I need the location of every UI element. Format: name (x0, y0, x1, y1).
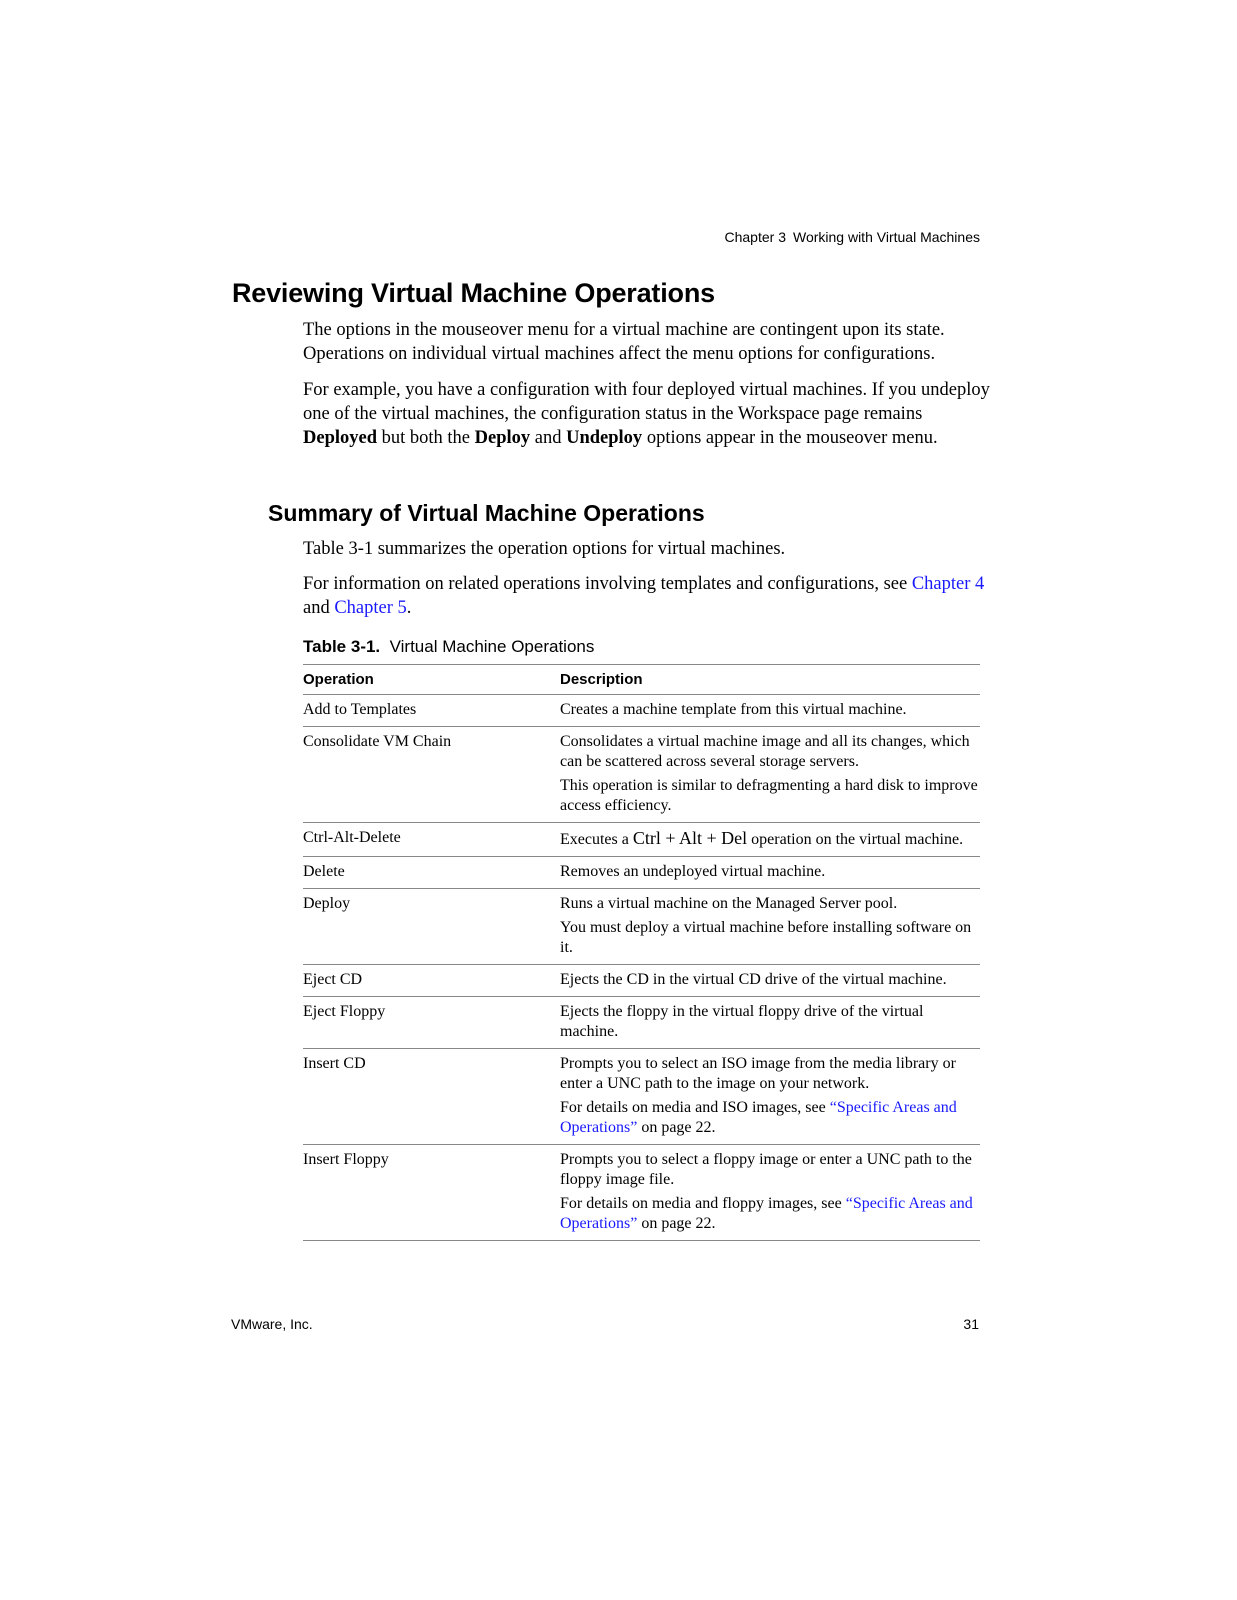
description-text (560, 828, 980, 850)
operation-cell: Eject Floppy (303, 1003, 386, 1020)
description-text-a: For details on media and ISO images, see (560, 1099, 830, 1116)
description-cell (560, 727, 980, 823)
description-cell (560, 857, 980, 889)
description-text: Removes an undeployed virtual machine. (560, 863, 826, 880)
related-text-b: and (303, 598, 335, 618)
intro-paragraph: The options in the mouseover menu for a virtual machine are contingent upon its state. Operations on individual virtual machines affect the menu options for configurations. (303, 320, 945, 364)
table-caption-label: Table 3-1. (303, 637, 381, 656)
operation-cell: Add to Templates (303, 701, 417, 718)
table-caption-text: Virtual Machine Operations (389, 637, 595, 656)
related-text-a: For information on related operations involving templates and configurations, see (303, 574, 912, 594)
description-text-b: on page 22. (637, 1215, 716, 1232)
table-row (303, 889, 980, 965)
description-cell (560, 1049, 980, 1145)
description-text-b: operation on the virtual machine. (747, 831, 964, 848)
operation-cell: Deploy (303, 895, 351, 912)
chapter-5-link[interactable]: Chapter 5 (334, 598, 407, 618)
description-text: Prompts you to select an ISO image from the media library or enter a UNC path to the image on your network. (560, 1055, 956, 1092)
example-text-a: For example, you have a configuration with four deployed virtual machines. If you undeploy one of the virtual machines, the configuration status in the Workspace page remains (303, 380, 990, 424)
chapter-4-link[interactable]: Chapter 4 (911, 574, 985, 594)
table-row (303, 857, 980, 889)
description-text: Ejects the floppy in the virtual floppy drive of the virtual machine. (560, 1003, 924, 1040)
running-header (725, 229, 981, 245)
description-cell (560, 695, 980, 727)
operation-cell: Insert CD (303, 1055, 366, 1072)
table-row (303, 1145, 980, 1241)
table-header-row (303, 665, 980, 695)
operation-cell: Delete (303, 863, 345, 880)
operations-table (303, 664, 980, 1241)
description-text-a: Executes a (560, 831, 633, 848)
description-text: Creates a machine template from this virtual machine. (560, 701, 907, 718)
table-row (303, 695, 980, 727)
operation-cell: Insert Floppy (303, 1151, 389, 1168)
table-row (303, 727, 980, 823)
description-text (560, 1194, 980, 1234)
key-combination: Ctrl + Alt + Del (632, 828, 748, 848)
column-header-operation: Operation (303, 671, 374, 688)
description-text-a: For details on media and floppy images, see (560, 1195, 846, 1212)
related-paragraph (303, 572, 993, 620)
chapter-title: Working with Virtual Machines (792, 229, 980, 245)
footer-company: VMware, Inc. (231, 1316, 313, 1332)
example-paragraph (303, 378, 993, 450)
related-text-c: . (406, 598, 412, 618)
bold-undeploy: Undeploy (566, 428, 643, 448)
operation-cell: Eject CD (303, 971, 363, 988)
table-row (303, 823, 980, 857)
specific-areas-link[interactable]: “Specific Areas and Operations” (560, 1195, 973, 1232)
description-text: You must deploy a virtual machine before installing software on it. (560, 919, 972, 956)
description-cell (560, 997, 980, 1049)
column-header-description: Description (560, 671, 643, 688)
bold-deployed: Deployed (303, 428, 377, 448)
description-text: Consolidates a virtual machine image and all its changes, which can be scattered across several storage servers. (560, 733, 970, 770)
description-cell (560, 965, 980, 997)
summary-paragraph: Table 3-1 summarizes the operation options for virtual machines. (303, 539, 786, 559)
table-row (303, 997, 980, 1049)
description-text: This operation is similar to defragmenting a hard disk to improve access efficiency. (560, 777, 978, 814)
specific-areas-link[interactable]: “Specific Areas and Operations” (560, 1099, 957, 1136)
description-text: Prompts you to select a floppy image or enter a UNC path to the floppy image file. (560, 1151, 972, 1188)
chapter-number: Chapter 3 (724, 229, 786, 245)
section-title: Reviewing Virtual Machine Operations (232, 278, 715, 308)
subsection-title: Summary of Virtual Machine Operations (268, 500, 705, 526)
table-row (303, 965, 980, 997)
description-cell (560, 889, 980, 965)
operation-cell: Consolidate VM Chain (303, 733, 452, 750)
description-cell (560, 823, 980, 857)
example-text-d: and (530, 428, 567, 448)
description-text: Ejects the CD in the virtual CD drive of the virtual machine. (560, 971, 947, 988)
page-number: 31 (963, 1316, 979, 1332)
operation-cell: Ctrl-Alt-Delete (303, 829, 401, 846)
description-cell (560, 1145, 980, 1241)
description-text (560, 1098, 980, 1138)
description-text: Runs a virtual machine on the Managed Server pool. (560, 895, 898, 912)
description-text-b: on page 22. (637, 1119, 716, 1136)
example-text-c: but both the (377, 428, 475, 448)
bold-deploy: Deploy (474, 428, 531, 448)
table-row (303, 1049, 980, 1145)
table-caption (303, 637, 594, 657)
example-text-e: options appear in the mouseover menu. (642, 428, 938, 448)
